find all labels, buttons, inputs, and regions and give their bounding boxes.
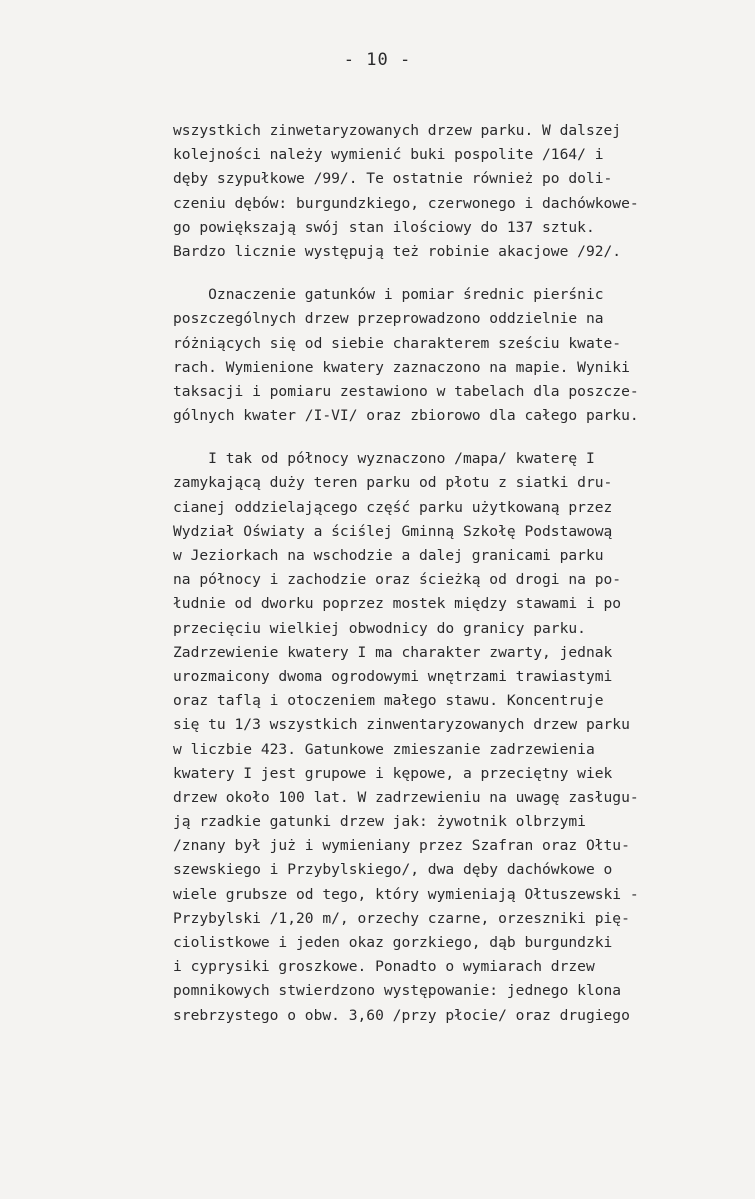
- text-line: przecięciu wielkiej obwodnicy do granicy parku.: [173, 619, 586, 637]
- page-number: - 10 -: [343, 50, 412, 70]
- text-line: drzew około 100 lat. W zadrzewieniu na uwagę zasługu-: [173, 788, 639, 806]
- text-line: w Jeziorkach na wschodzie a dalej granicami parku: [173, 547, 604, 564]
- text-line: dęby szypułkowe /99/. Te ostatnie również po doli-: [173, 170, 613, 188]
- text-line: łudnie od dworku poprzez mostek między stawami i po: [173, 595, 622, 613]
- text-line: na północy i zachodzie oraz ścieżką od drogi na po-: [173, 571, 622, 589]
- text-line: Przybylski /1,20 m/, orzechy czarne, orzeszniki pię-: [173, 909, 630, 927]
- text-line: kolejności należy wymienić buki pospolite /164/ i: [173, 146, 604, 164]
- text-line: ją rzadkie gatunki drzew jak: żywotnik olbrzymi: [173, 813, 586, 831]
- text-line: Oznaczenie gatunków i pomiar średnic pierśnic: [173, 286, 604, 304]
- text-line: pomnikowych stwierdzono występowanie: jednego klona: [173, 982, 622, 1000]
- paragraph-gap: [173, 428, 753, 447]
- text-line: czeniu dębów: burgundzkiego, czerwonego i dachówkowe-: [173, 194, 639, 212]
- text-line: go powiększają swój stan ilościowy do 137 sztuk.: [173, 218, 595, 236]
- text-line: Wydział Oświaty a ściślej Gminną Szkołę Podstawową: [173, 522, 613, 540]
- text-line: poszczególnych drzew przeprowadzono oddzielnie na: [173, 310, 604, 328]
- text-line: zamykającą duży teren parku od płotu z siatki dru-: [173, 474, 613, 492]
- text-line: ciolistkowe i jeden okaz gorzkiego, dąb burgundzki: [173, 934, 613, 951]
- text-line: rach. Wymienione kwatery zaznaczono na mapie. Wyniki: [173, 358, 630, 376]
- text-line: taksacji i pomiaru zestawiono w tabelach dla poszcze-: [173, 382, 639, 400]
- text-line: Zadrzewienie kwatery I ma charakter zwarty, jednak: [173, 643, 613, 661]
- text-line: I tak od północy wyznaczono /mapa/ kwaterę I: [173, 450, 595, 468]
- paragraph-3: [173, 447, 753, 1028]
- text-line: w liczbie 423. Gatunkowe zmieszanie zadrzewienia: [173, 740, 595, 758]
- text-line: kwatery I jest grupowe i kępowe, a przeciętny wiek: [173, 764, 613, 782]
- text-line: wiele grubsze od tego, który wymieniają Ołtuszewski -: [173, 885, 639, 903]
- text-line: wszystkich zinwetaryzowanych drzew parku. W dalszej: [173, 122, 622, 139]
- text-line: oraz taflą i otoczeniem małego stawu. Koncentruje: [173, 692, 604, 710]
- body-text: [173, 119, 753, 1028]
- text-line: różniących się od siebie charakterem sześciu kwate-: [173, 334, 622, 352]
- text-line: urozmaicony dwoma ogrodowymi wnętrzami trawiastymi: [173, 667, 613, 685]
- text-line: i cyprysiki groszkowe. Ponadto o wymiarach drzew: [173, 958, 595, 976]
- text-line: srebrzystego o obw. 3,60 /przy płocie/ oraz drugiego: [173, 1006, 630, 1024]
- paragraph-gap: [173, 264, 753, 283]
- text-line: cianej oddzielającego część parku użytkowaną przez: [173, 498, 613, 516]
- paragraph-2: [173, 283, 753, 428]
- text-line: Bardzo licznie występują też robinie akacjowe /92/.: [173, 242, 622, 260]
- text-line: szewskiego i Przybylskiego/, dwa dęby dachówkowe o: [173, 861, 613, 879]
- text-line: gólnych kwater /I-VI/ oraz zbiorowo dla całego parku.: [173, 407, 639, 425]
- paragraph-1: [173, 119, 753, 264]
- text-line: się tu 1/3 wszystkich zinwentaryzowanych drzew parku: [173, 716, 630, 734]
- text-line: /znany był już i wymieniany przez Szafran oraz Ołtu-: [173, 837, 630, 855]
